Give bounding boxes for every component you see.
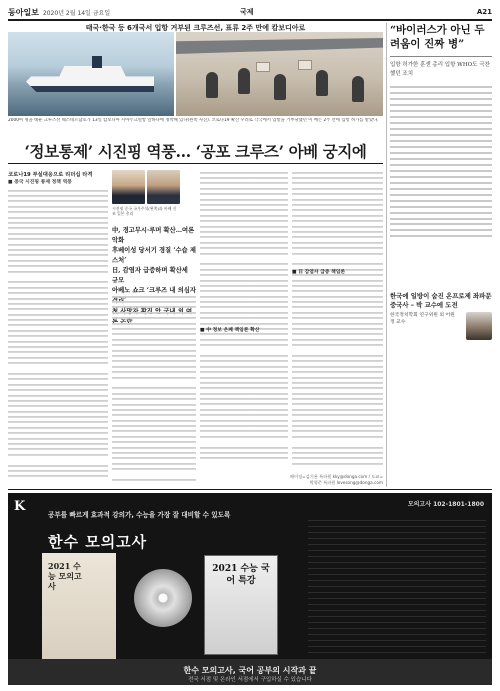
leader-photos-caption: 시진핑 중국 국가주석(왼쪽)과 아베 신조 일본 총리: [112, 206, 177, 217]
advertisement: [8, 493, 492, 685]
ad-logo: K: [14, 499, 26, 514]
ad-availability: 전국 서점 및 온라인 서점에서 구입하실 수 있습니다: [188, 677, 312, 683]
article-subhead-2: ■ 日 감염자 급증 책임론: [292, 270, 346, 275]
ad-slogan: 한수 모의고사, 국어 공부의 시작과 끝: [183, 666, 317, 675]
cruise-ship-photo: [8, 32, 174, 116]
deck-line: 후베이성 당서기 경질 ‘수습 제스처’: [112, 247, 196, 265]
book-title-2: 2021 수능 국어 특강: [212, 564, 270, 586]
ad-book-cover-2: [204, 555, 278, 655]
ad-title: 한수 모의고사: [48, 533, 148, 551]
page-number: A21: [476, 8, 492, 16]
article-byline: 베이징=김기용 특파원 kky@donga.com / 도쿄=박형준 특파원 lovesong@donga.com: [290, 474, 383, 485]
person-figure: [352, 76, 364, 102]
text-line: [8, 474, 108, 479]
ad-cd-disc: [134, 569, 192, 627]
article-subhead-1: ■ 中 정보 은폐 책임론 확산: [200, 328, 260, 333]
ad-hotline: 모의고사 102-1801-1800: [407, 501, 484, 508]
body-column-1: [8, 188, 108, 484]
text-line: [292, 461, 383, 466]
body-column-2: [112, 294, 196, 484]
person-figure: [274, 74, 286, 100]
passengers-photo: [176, 32, 383, 116]
article-lead: 코로나19 부실대응으로 리더십 타격: [8, 172, 93, 178]
ship-hull: [26, 66, 154, 92]
newspaper-brand: 동아일보: [8, 6, 39, 17]
ad-background-texture: [308, 515, 486, 655]
bottom-rule: [8, 489, 492, 490]
photo-headline: 태국·한국 등 6개국서 입항 거부된 크루즈선, 표류 2주 만에 캄보디아로: [85, 24, 306, 32]
photo-caption: 2000여 명을 태운 크루즈선 웨스테르담호가 13일 캄보디아 시아누크빌항 앞바다에 정박해 있다(왼쪽 사진). 코로나19 확산 우려로 각국에서 입항을 거부당했던 이 배는 2주 만에 입항 허가를 받았다.: [8, 118, 379, 123]
ad-book-cover-1: [42, 553, 116, 659]
column-separator: [386, 23, 387, 487]
article-subhead: ■ 중국 시진핑 통제 정책 역풍: [8, 180, 72, 185]
text-line: [112, 477, 196, 482]
person-figure: [238, 68, 250, 94]
xi-jinping-photo: [112, 170, 145, 204]
luggage-box: [298, 60, 312, 70]
author-photo: [466, 312, 492, 340]
ship-funnel: [92, 56, 102, 68]
ad-tagline: 공부를 빠르게 효과적 강의가, 수능을 가장 잘 대비할 수 있도록: [48, 511, 231, 519]
aircraft-wing: [176, 38, 383, 54]
section-label: 국제: [240, 8, 254, 16]
column-author-box: [390, 312, 492, 336]
deck-line: 아베노 쇼크 ‘크루즈 내 의심자: [112, 287, 196, 295]
person-figure: [316, 70, 328, 96]
body-column-4: [292, 170, 383, 470]
deck-line: 中, 경고무시·루머 확산…여론 악화: [112, 227, 195, 245]
sidebar-quote: “바이러스가 아닌 두려움이 진짜 병”: [390, 24, 485, 51]
book-title-1: 2021 수능 모의고사: [48, 561, 82, 591]
deck-line: 日, 감염자 급증하며 확산세 규모: [112, 267, 188, 285]
luggage-box: [256, 62, 270, 72]
headline-rule: [8, 163, 383, 164]
column-title: 한국에 일방이 숨진 온프로제 좌파문 중국사 – 박 교수에 도전: [390, 292, 492, 309]
sidebar-article: [390, 23, 492, 239]
sidebar-subheading: 입항 허가한 훈센 총리 입항 WHO도 극찬했던 조치: [390, 62, 490, 77]
body-column-3: [200, 170, 288, 466]
issue-date: 2020년 2월 14일 금요일: [42, 9, 111, 17]
column-author: 한국정치학회 연구위원 외 어원정 교수: [390, 313, 455, 326]
text-line: [200, 456, 288, 461]
sidebar-rule: [390, 56, 492, 57]
masthead: [8, 6, 492, 18]
sidebar-body-text: [390, 84, 492, 239]
person-figure: [206, 72, 218, 98]
article-headline: ‘정보통제’ 시진핑 역풍… ‘공포 크루즈’ 아베 궁지에: [24, 142, 367, 161]
leader-photos: [112, 170, 180, 204]
shinzo-abe-photo: [147, 170, 180, 204]
top-rule: [8, 19, 492, 21]
